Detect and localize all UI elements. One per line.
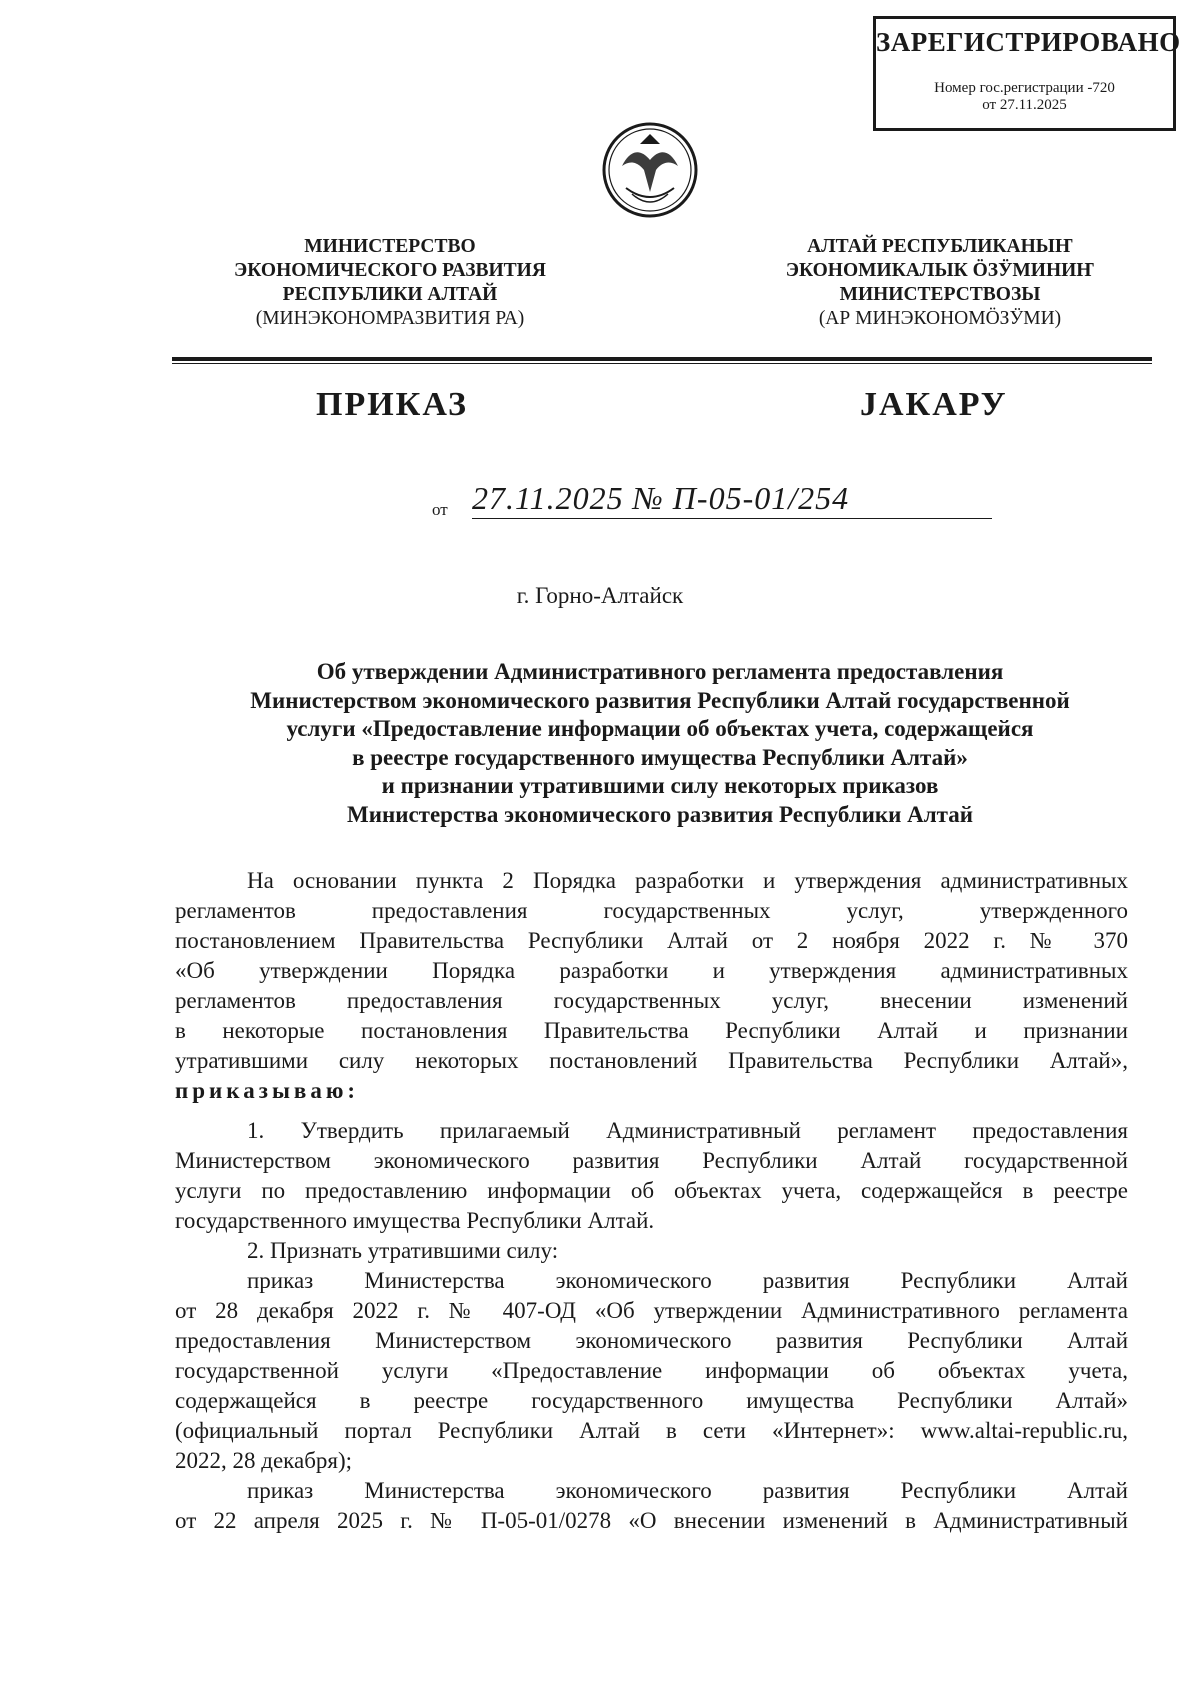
- stamp-registration-date: от 27.11.2025: [982, 97, 1067, 113]
- order-word-altai: ЈАКАРУ: [860, 386, 1008, 423]
- city-line: г. Горно-Алтайск: [516, 583, 684, 608]
- header-right-line: (АР МИНЭКОНОМӦЗӰМИ): [818, 308, 1062, 329]
- title-line: Министерством экономического развития Республики Алтай государственной: [250, 687, 1070, 713]
- body-line: регламентов предоставления государственных услуг, внесении изменений: [175, 988, 1128, 1013]
- body-line: в некоторые постановления Правительства Республики Алтай и признании: [175, 1018, 1128, 1043]
- document-title: [170, 658, 1150, 829]
- header-divider-thick: [172, 357, 1152, 361]
- body-line: На основании пункта 2 Порядка разработки и утверждения административных: [247, 868, 1128, 893]
- order-directive-word: приказываю:: [175, 1078, 360, 1103]
- stamp-registration-number: Номер гос.регистрации -720: [934, 80, 1115, 96]
- body-line: (официальный портал Республики Алтай в сети «Интернет»: www.altai-republic.ru,: [175, 1418, 1128, 1443]
- header-left-line: (МИНЭКОНОМРАЗВИТИЯ РА): [255, 308, 525, 329]
- ministry-header-altai: [730, 235, 1150, 331]
- header-right-line: МИНИСТЕРСТВОЗЫ: [839, 284, 1041, 305]
- registration-stamp: [873, 16, 1181, 131]
- document-body: [175, 866, 1128, 1536]
- body-line: 2. Признать утратившими силу:: [247, 1238, 559, 1263]
- body-line: 1. Утвердить прилагаемый Административный регламент предоставления: [247, 1118, 1128, 1143]
- order-directive: [175, 1076, 1128, 1106]
- body-line: регламентов предоставления государственных услуг, утвержденного: [175, 898, 1128, 923]
- header-divider-thin: [172, 363, 1152, 364]
- body-line: «Об утверждении Порядка разработки и утверждения административных: [175, 958, 1128, 983]
- title-line: Об утверждении Административного регламента предоставления: [316, 659, 1004, 684]
- header-left-line: ЭКОНОМИЧЕСКОГО РАЗВИТИЯ: [234, 260, 546, 281]
- header-right-line: АЛТАЙ РЕСПУБЛИКАНЫҤ: [807, 236, 1073, 257]
- body-line: услуги по предоставлению информации об объектах учета, содержащейся в реестре: [175, 1178, 1128, 1203]
- body-line: приказ Министерства экономического развития Республики Алтай: [247, 1478, 1128, 1503]
- handwritten-order-date-number: 27.11.2025 № П-05-01/254: [472, 478, 992, 519]
- body-line: содержащейся в реестре государственного имущества Республики Алтай»: [175, 1388, 1128, 1413]
- header-right-line: ЭКОНОМИКАЛЫК ӦЗӰМИНИҤ: [785, 260, 1095, 281]
- ministry-header-russian: [180, 235, 600, 331]
- body-line: Министерством экономического развития Республики Алтай государственной: [175, 1148, 1128, 1173]
- body-line: государственного имущества Республики Алтай.: [175, 1208, 655, 1233]
- stamp-title: ЗАРЕГИСТРИРОВАНО: [876, 27, 1181, 57]
- body-line: от 22 апреля 2025 г. № П-05-01/0278 «О внесении изменений в Административный: [175, 1508, 1128, 1533]
- header-left-line: РЕСПУБЛИКИ АЛТАЙ: [282, 284, 498, 305]
- body-line: утратившими силу некоторых постановлений Правительства Республики Алтай»,: [175, 1048, 1128, 1073]
- body-line: от 28 декабря 2022 г. № 407-ОД «Об утверждении Административного регламента: [175, 1298, 1128, 1323]
- order-word-russian: ПРИКАЗ: [316, 386, 468, 423]
- body-line: постановлением Правительства Республики Алтай от 2 ноября 2022 г. № 370: [175, 928, 1128, 953]
- body-line: предоставления Министерством экономического развития Республики Алтай: [175, 1328, 1128, 1353]
- body-line: государственной услуги «Предоставление информации об объектах учета,: [175, 1358, 1128, 1383]
- title-line: Министерства экономического развития Республики Алтай: [346, 801, 974, 827]
- title-line: и признании утратившими силу некоторых приказов: [381, 773, 939, 798]
- order-date-label: от: [432, 500, 448, 519]
- header-left-line: МИНИСТЕРСТВО: [304, 236, 476, 257]
- body-line: приказ Министерства экономического развития Республики Алтай: [247, 1268, 1128, 1293]
- title-line: в реестре государственного имущества Республики Алтай»: [352, 744, 968, 770]
- title-line: услуги «Предоставление информации об объектах учета, содержащейся: [286, 716, 1034, 741]
- body-line: 2022, 28 декабря);: [175, 1448, 353, 1473]
- coat-of-arms-emblem-icon: [600, 120, 700, 220]
